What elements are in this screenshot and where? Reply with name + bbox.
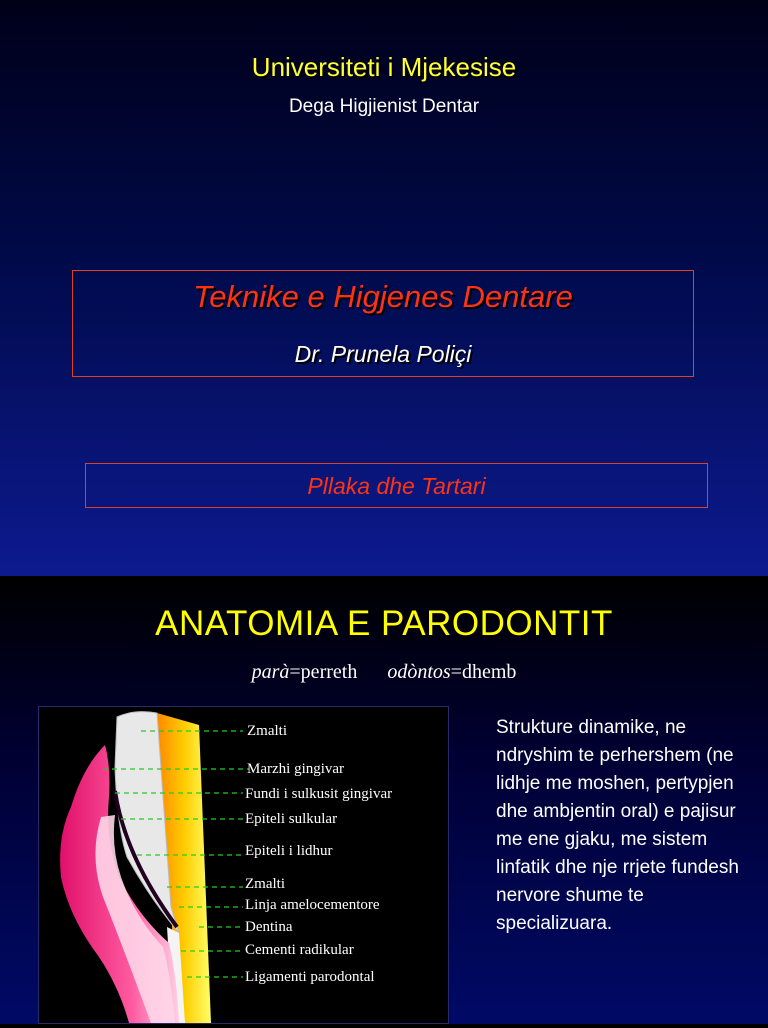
label-periodontal-ligament: Ligamenti parodontal: [245, 969, 375, 985]
label-dentin: Dentina: [245, 919, 293, 935]
university-name: Universiteti i Mjekesise: [251, 52, 517, 82]
label-root-cementum: Cementi radikular: [245, 942, 354, 958]
description-text: Strukture dinamike, ne ndryshim te perhershem (ne lidhje me moshen, pertypjen dhe ambjentin oral) e pajisur me ene gjaku, me sistem linfatik dhe nje rrjete fundesh nervore shume te specializuara.: [496, 717, 739, 934]
label-sulcular-epithelium: Epiteli sulkular: [245, 811, 338, 827]
topic-box: Pllaka dhe Tartari: [85, 463, 708, 508]
label-junctional-epithelium: Epiteli i lidhur: [245, 843, 333, 859]
label-sulcus-bottom: Fundi i sulkusit gingivar: [245, 786, 393, 802]
etymology-word-2: odòntos: [387, 661, 451, 683]
label-gingival-margin: Marzhi gingivar: [247, 761, 345, 777]
periodontium-diagram: [38, 706, 449, 1024]
anatomy-slide: [0, 576, 768, 1024]
course-title-box: [72, 270, 694, 377]
author-name: Dr. Prunela Poliçi: [294, 341, 472, 367]
etymology-word-1: parà: [251, 661, 290, 683]
label-enamel-bottom: Zmalti: [245, 876, 285, 892]
label-cementoenamel-junction: Linja amelocementore: [245, 897, 380, 913]
department-name: Dega Higjienist Dentar: [288, 96, 480, 117]
label-enamel-top: Zmalti: [247, 723, 287, 739]
tooth-cross-section-illustration: [39, 707, 448, 1023]
slide-title: ANATOMIA E PARODONTIT: [155, 604, 613, 643]
etymology-meaning-1: =perreth: [289, 661, 358, 683]
course-title: Teknike e Higjenes Dentare: [193, 279, 573, 314]
etymology-meaning-2: =dhemb: [450, 661, 517, 683]
etymology-line: [0, 661, 768, 684]
